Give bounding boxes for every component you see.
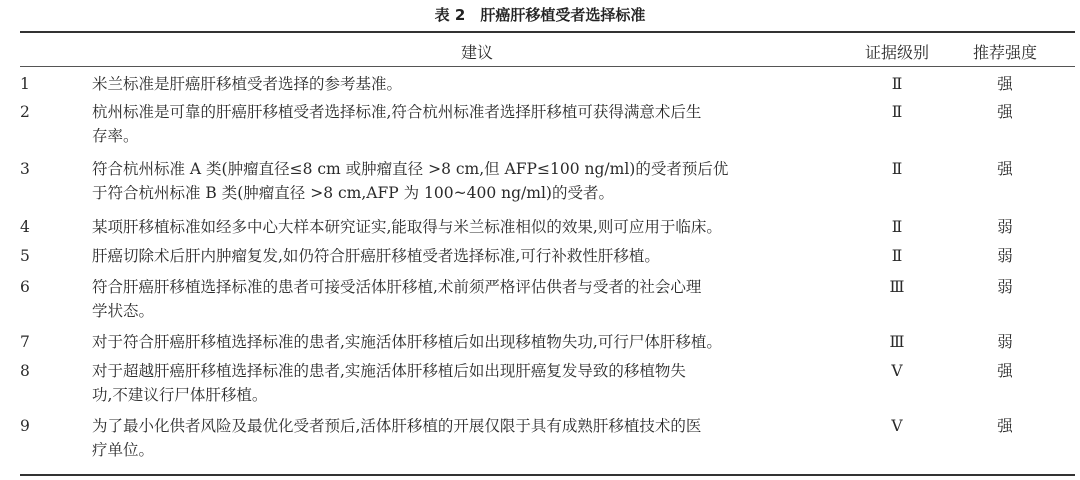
row-strength: 弱: [997, 247, 1013, 265]
top-rule: [20, 31, 1075, 33]
row-suggestion: [92, 215, 862, 239]
bottom-rule: [20, 474, 1075, 476]
suggestion-line: 杭州标准是可靠的肝癌肝移植受者选择标准,符合杭州标准者选择肝移植可获得满意术后生: [92, 103, 702, 121]
row-evidence-level: Ⅱ: [891, 75, 903, 93]
header-suggestion: 建议: [460, 43, 493, 62]
header-rule: [20, 66, 1075, 67]
suggestion-line: 符合杭州标准 A 类(肿瘤直径≤8 cm 或肿瘤直径 >8 cm,但 AFP≤100 ng/ml)的受者预后优: [92, 160, 729, 178]
row-evidence-level: Ⅱ: [891, 160, 903, 178]
row-suggestion: [92, 330, 862, 354]
row-number: 6: [20, 278, 30, 296]
header-evidence: 证据级别: [864, 43, 929, 62]
suggestion-line: 米兰标准是肝癌肝移植受者选择的参考基准。: [92, 75, 403, 93]
suggestion-line: 为了最小化供者风险及最优化受者预后,活体肝移植的开展仅限于具有成熟肝移植技术的医: [92, 417, 702, 435]
suggestion-line: 学状态。: [92, 302, 155, 320]
row-evidence-level: Ⅱ: [891, 103, 903, 121]
row-suggestion: [92, 244, 862, 268]
row-suggestion: [92, 414, 862, 462]
row-strength: 强: [997, 417, 1013, 435]
suggestion-line: 存率。: [92, 127, 139, 145]
row-evidence-level: Ⅲ: [889, 333, 905, 351]
row-evidence-level: Ⅱ: [891, 247, 903, 265]
row-suggestion: [92, 157, 862, 205]
row-suggestion: [92, 100, 862, 148]
row-number: 8: [20, 362, 30, 380]
suggestion-line: 某项肝移植标准如经多中心大样本研究证实,能取得与米兰标准相似的效果,则可应用于临床。: [92, 218, 722, 236]
row-number: 5: [20, 247, 30, 265]
suggestion-line: 疗单位。: [92, 441, 155, 459]
row-suggestion: [92, 275, 862, 323]
row-evidence-level: Ⅲ: [889, 278, 905, 296]
row-evidence-level: Ⅴ: [891, 362, 903, 380]
row-strength: 强: [997, 160, 1013, 178]
row-number: 9: [20, 417, 30, 435]
row-suggestion: [92, 72, 862, 96]
row-suggestion: [92, 359, 862, 407]
row-strength: 弱: [997, 333, 1013, 351]
row-number: 2: [20, 103, 30, 121]
suggestion-line: 符合肝癌肝移植选择标准的患者可接受活体肝移植,术前须严格评估供者与受者的社会心理: [92, 278, 702, 296]
suggestion-line: 对于超越肝癌肝移植选择标准的患者,实施活体肝移植后如出现肝癌复发导致的移植物失: [92, 362, 686, 380]
row-evidence-level: Ⅱ: [891, 218, 903, 236]
row-strength: 强: [997, 103, 1013, 121]
suggestion-line: 肝癌切除术后肝内肿瘤复发,如仍符合肝癌肝移植受者选择标准,可行补救性肝移植。: [92, 247, 660, 265]
row-number: 7: [20, 333, 30, 351]
row-strength: 弱: [997, 218, 1013, 236]
suggestion-line: 于符合杭州标准 B 类(肿瘤直径 >8 cm,AFP 为 100~400 ng/ml)的受者。: [92, 184, 614, 202]
row-strength: 强: [997, 362, 1013, 380]
row-number: 3: [20, 160, 30, 178]
row-number: 4: [20, 218, 30, 236]
suggestion-line: 功,不建议行尸体肝移植。: [92, 386, 268, 404]
row-strength: 强: [997, 75, 1013, 93]
suggestion-line: 对于符合肝癌肝移植选择标准的患者,实施活体肝移植后如出现移植物失功,可行尸体肝移植。: [92, 333, 722, 351]
row-strength: 弱: [997, 278, 1013, 296]
table-title: 表 2 肝癌肝移植受者选择标准: [434, 6, 646, 24]
row-number: 1: [20, 75, 30, 93]
header-strength: 推荐强度: [972, 43, 1037, 62]
row-evidence-level: Ⅴ: [891, 417, 903, 435]
